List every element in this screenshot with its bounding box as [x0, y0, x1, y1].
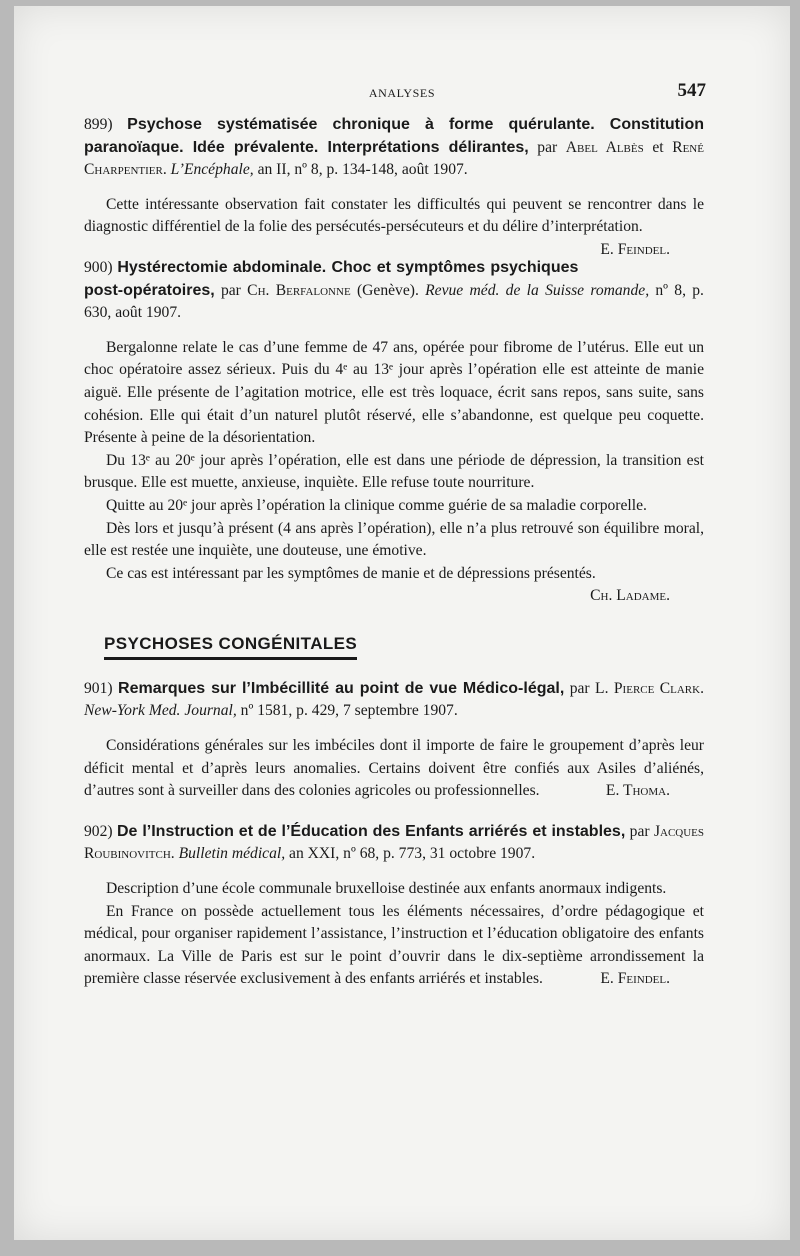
reference: an II, nº 8, p. 134-148, août 1907.	[257, 161, 468, 179]
entry-title: Remarques sur l’Imbécillité au point de vue Médico-légal,	[118, 679, 565, 697]
entry-number: 899)	[84, 116, 113, 133]
signature: E. Thoma.	[605, 782, 670, 800]
author-name: Abel Albès	[565, 138, 644, 156]
entry-title: De l’Instruction et de l’Éducation des Enfants arriérés et instables,	[116, 822, 626, 840]
running-head: ANALYSES	[368, 86, 436, 100]
author-name: Jacques Roubinovitch.	[84, 822, 705, 863]
page-content	[84, 114, 704, 991]
author-name: René Charpentier.	[84, 138, 704, 179]
journal-name: Bulletin médical,	[178, 845, 286, 863]
abstract-paragraph: Description d’une école communale bruxelloise destinée aux enfants anormaux indigents.	[106, 880, 667, 898]
abstract-paragraph: Du 13ᵉ au 20ᵉ jour après l’opération, elle est dans une période de dépression, la transition est brusque. Elle est muette, anxieuse, inquiète. Elle refuse toute nourriture.	[84, 451, 704, 492]
page-header	[14, 78, 790, 104]
signature: Ch. Ladame.	[590, 587, 670, 605]
abstract-paragraph	[84, 194, 704, 258]
paragraph-text: En France on possède actuellement tous les éléments nécessaires, d’ordre pédagogique et médical, pour organiser rapidement l’assistance, l’instruction et l’éducation obligatoire des enfants anormaux. La Ville de Paris est sur le point d’ouvrir dans le dix-septième arrondissement la première classe réservée exclusivement à des enfants arriérés et instables.	[84, 902, 704, 988]
signature: E. Feindel.	[600, 240, 670, 258]
entry-901	[84, 678, 704, 803]
entry-number: 901)	[84, 679, 113, 697]
reference: nº 8, p. 630, août 1907.	[84, 281, 704, 322]
par-word: par	[537, 138, 558, 156]
par-word: par	[220, 281, 241, 299]
entry-900	[84, 257, 704, 605]
abstract-paragraph: Quitte au 20ᵉ jour après l’opération la clinique comme guérie de sa maladie corporelle.	[106, 496, 647, 514]
paragraph-text: Ce cas est intéressant par les symptômes de manie et de dépressions présentés.	[106, 564, 596, 582]
journal-name: L’Encéphale,	[170, 161, 254, 179]
abstract-paragraph: Bergalonne relate le cas d’une femme de 47 ans, opérée pour fibrome de l’utérus. Elle eut un choc opératoire assez sérieux. Puis du 4ᵉ au 13ᵉ jour après l’opération elle est atteinte de manie aiguë. Elle présente de l’agitation motrice, elle est très loquace, écrit sans repos, sans suite, sans cohésion. Elle qui était d’un naturel plutôt réservé, elle s’abandonne, est quelque peu coquette. Présente à peine de la désorientation.	[84, 338, 704, 447]
reference: an XXI, nº 68, p. 773, 31 octobre 1907.	[289, 845, 536, 863]
entry-901-heading	[84, 678, 704, 723]
book-page	[14, 6, 790, 1240]
par-word: par	[569, 679, 590, 697]
entry-902	[84, 821, 704, 991]
et-word: et	[652, 138, 664, 156]
author-name: Ch. Berfalonne	[247, 281, 351, 299]
entry-title: Hystérectomie abdominale. Choc et symptômes psychiques post-opératoires,	[84, 258, 579, 299]
section-heading: PSYCHOSES CONGÉNITALES	[104, 633, 357, 660]
par-word: par	[629, 822, 650, 840]
entry-number: 902)	[84, 822, 113, 840]
abstract-paragraph: Dès lors et jusqu’à présent (4 ans après l’opération), elle n’a plus retrouvé son équilibre moral, elle est restée une inquiète, une douteuse, une émotive.	[84, 519, 704, 560]
entry-number: 900)	[84, 258, 113, 276]
entry-title: Psychose systématisée chronique à forme quérulante. Constitution paranoïaque. Idée prévalente. Interprétations délirantes,	[84, 116, 704, 156]
reference: nº 1581, p. 429, 7 septembre 1907.	[240, 702, 458, 720]
entry-899	[84, 114, 704, 258]
paragraph-text: Cette intéressante observation fait constater les difficultés qui peuvent se rencontrer dans le diagnostic différentiel de la folie des persécutés-persécuteurs et du délire d’interprétation.	[84, 195, 704, 236]
author-name: L. Pierce Clark.	[595, 679, 704, 697]
author-place: (Genève).	[356, 281, 419, 299]
entry-899-heading	[84, 114, 704, 182]
journal-name: Revue méd. de la Suisse romande,	[425, 281, 650, 299]
page-number: 547	[677, 80, 706, 101]
abstract-paragraph	[84, 735, 704, 803]
journal-name: New-York Med. Journal,	[84, 702, 237, 720]
abstract-paragraph	[84, 901, 704, 991]
abstract-paragraph	[84, 563, 704, 605]
entry-900-heading	[84, 257, 704, 325]
entry-902-heading	[84, 821, 704, 866]
paragraph-text: Considérations générales sur les imbéciles dont il importe de faire le groupement d’après leur déficit mental et d’après leurs anomalies. Certains doivent être confiés aux Asiles d’aliénés, d’autres sont à surveiller dans des colonies agricoles ou professionnelles.	[84, 737, 704, 800]
signature: E. Feindel.	[600, 970, 670, 988]
